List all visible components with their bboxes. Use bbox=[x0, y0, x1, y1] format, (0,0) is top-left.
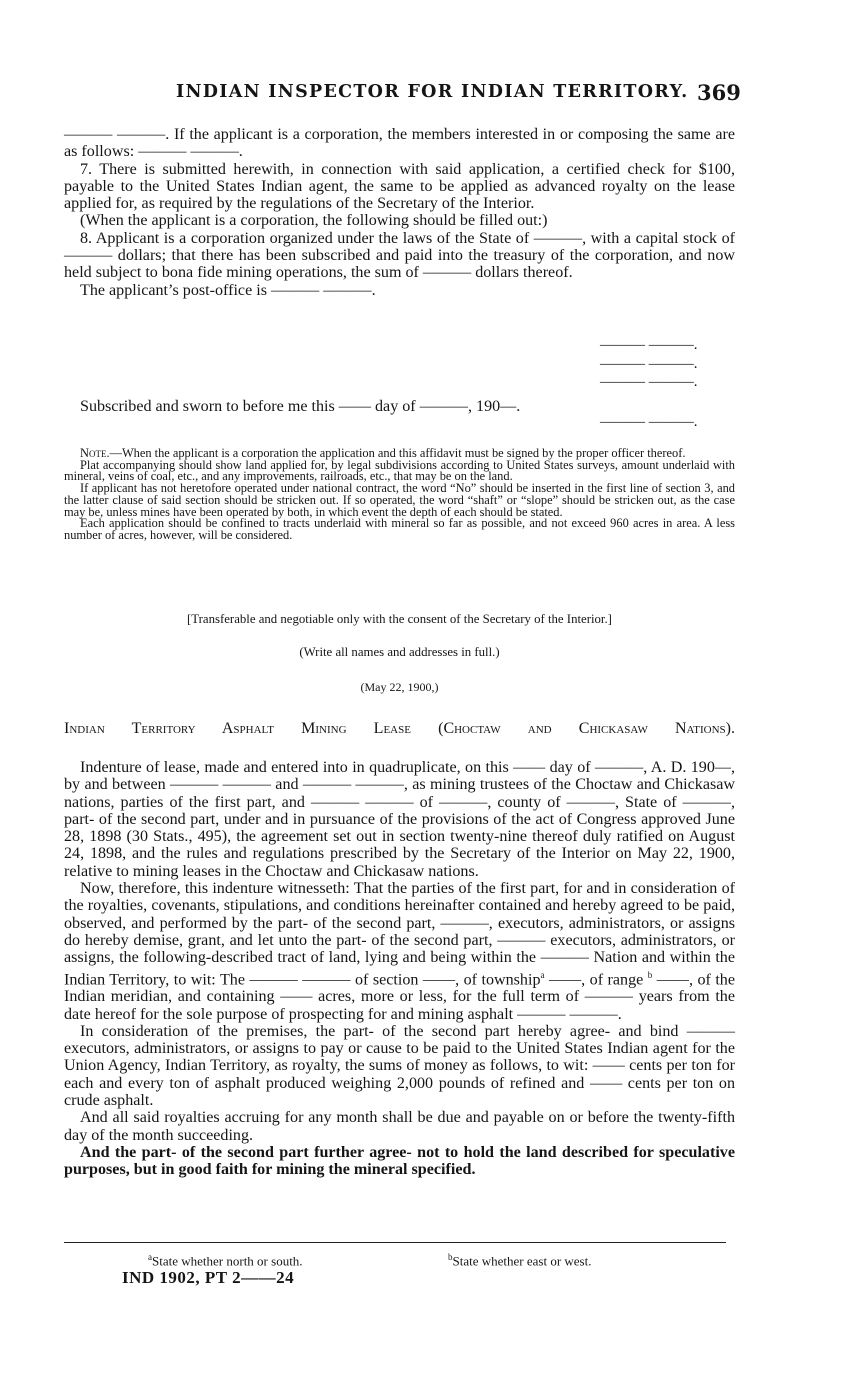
footnote-ref-a: a bbox=[540, 969, 545, 980]
lease-body bbox=[64, 759, 735, 1178]
lease-paragraph-payable: And all said royalties accruing for any month shall be due and payable on or before the twenty-fifth day of the month succeeding. bbox=[64, 1109, 735, 1144]
transferable-notice: [Transferable and negotiable only with the consent of the Secretary of the Interior.] bbox=[187, 612, 612, 626]
note-4: Each application should be confined to tracts underlaid with mineral so far as possible, and not exceed 960 acres in area. A less number of acres, however, will be considered. bbox=[64, 516, 735, 542]
page-number: 369 bbox=[697, 80, 741, 105]
signature-line-3: ——— ———. bbox=[600, 374, 698, 390]
lease-paragraph-speculative: And the part- of the second part further agree- not to hold the land described for speculative purposes, but in good faith for mining the mineral specified. bbox=[64, 1143, 735, 1179]
printer-signature: IND 1902, PT 2——24 bbox=[122, 1268, 295, 1287]
signature-line-2: ——— ———. bbox=[600, 356, 698, 372]
write-names-notice: (Write all names and addresses in full.) bbox=[299, 645, 500, 659]
note-label: Note. bbox=[80, 446, 110, 460]
lease-paragraph-indenture: Indenture of lease, made and entered into in quadruplicate, on this —— day of ———, A. D. 190—, by and between ——— ——— and ——— ———, as mining trustees of the Choctaw and Chickasaw nations, parties of the first part, and ——— ——— of ———, county of ———, State of ———, part- of the second part, under and in pursuance of the provisions of the act of Congress approved June 28, 1898 (30 Stats., 495), the agreement set out in section twenty-nine thereof duly ratified on August 24, 1898, and the rules and regulations prescribed by the Secretary of the Interior on May 22, 1900, relative to mining leases in the Choctaw and Chickasaw nations. bbox=[64, 759, 735, 880]
footnote-a: $^a$State whether north or south. bbox=[148, 1252, 303, 1269]
lease-paragraph-royalty: In consideration of the premises, the part- of the second part hereby agree- and bind ——— executors, administrators, or assigns to pay or cause to be paid to the United States Indian agent for the Union Agency, Indian Territory, as royalty, the sums of money as follows, to wit: —— cents per ton for each and every ton of asphalt produced weighing 2,000 pounds of refined and —— cents per ton on crude asphalt. bbox=[64, 1022, 735, 1109]
official-signature-line: ——— ———. bbox=[600, 414, 698, 430]
affidavit-block bbox=[64, 126, 735, 299]
affidavit-paragraph-7: 7. There is submitted herewith, in connection with said application, a certified check for $100, payable to the United States Indian agent, the same to be applied as advanced royalty on the lease applied for, as required by the regulations of the Secretary of the Interior. bbox=[64, 160, 735, 213]
running-head: INDIAN INSPECTOR FOR INDIAN TERRITORY. bbox=[176, 82, 689, 102]
form-date: (May 22, 1900,) bbox=[360, 680, 439, 694]
footnote-rule bbox=[64, 1242, 726, 1243]
note-1: Note.—When the applicant is a corporation the application and this affidavit must be signed by the proper officer thereof. bbox=[80, 446, 686, 460]
footnote-ref-b: b bbox=[647, 969, 653, 980]
note-2: Plat accompanying should show land applied for, by legal subdivisions according to United States surveys, amount underlaid with mineral, veins of coal, etc., and any improvements, railroads, etc., that may be on the land. bbox=[64, 457, 735, 484]
affidavit-paragraph-8: 8. Applicant is a corporation organized under the laws of the State of ———, with a capital stock of ——— dollars; that there has been subscribed and paid into the treasury of the corporation, and now held subject to bona fide mining operations, the sum of ——— dollars thereof. bbox=[64, 229, 735, 282]
affidavit-paragraph-corporation-note: (When the applicant is a corporation, the following should be filled out:) bbox=[80, 212, 548, 230]
footnote-b: $^b$State whether east or west. bbox=[448, 1252, 592, 1269]
notes-block bbox=[64, 448, 735, 542]
affidavit-post-office: The applicant’s post-office is ——— ———. bbox=[80, 281, 376, 299]
lease-paragraph-witnesseth: Now, therefore, this indenture witnesseth: That the parties of the first part, for and in consideration of the royalties, covenants, stipulations, and conditions hereinafter contained and hereby agreed to be paid, observed, and performed by the part- of the second part, ———, executors, administrators, or assigns do hereby demise, grant, and let unto the part- of the second part, ——— executors, administrators, or assigns, the following-described tract of land, lying and being within the ——— Nation and within the Indian Territory, to wit: The ——— ——— of section ——, of township$^a$ ——, of range $^b$ ——, of the Indian meridian, and containing —— acres, more or less, for the full term of ——— years from the date hereof for the sole purpose of prospecting for and mining asphalt ——— ———. bbox=[64, 880, 735, 1023]
affidavit-paragraph-members: ——— ———. If the applicant is a corporation, the members interested in or composing the same are as follows: ——— ———. bbox=[64, 126, 735, 161]
lease-title: Indian Territory Asphalt Mining Lease (Choctaw and Chickasaw Nations). bbox=[64, 720, 735, 737]
note-3: If applicant has not heretofore operated under national contract, the word “No” should be inserted in the first line of section 3, and the latter clause of said section should be stricken out. If so operated, the word “shaft” or “slope” should be stricken out, as the case may be, unless mines have been operated by both, in which event the depth of each should be stated. bbox=[64, 481, 735, 519]
signature-line-1: ——— ———. bbox=[600, 337, 698, 353]
subscribed-sworn: Subscribed and sworn to before me this —— day of ———, 190—. bbox=[80, 398, 521, 415]
